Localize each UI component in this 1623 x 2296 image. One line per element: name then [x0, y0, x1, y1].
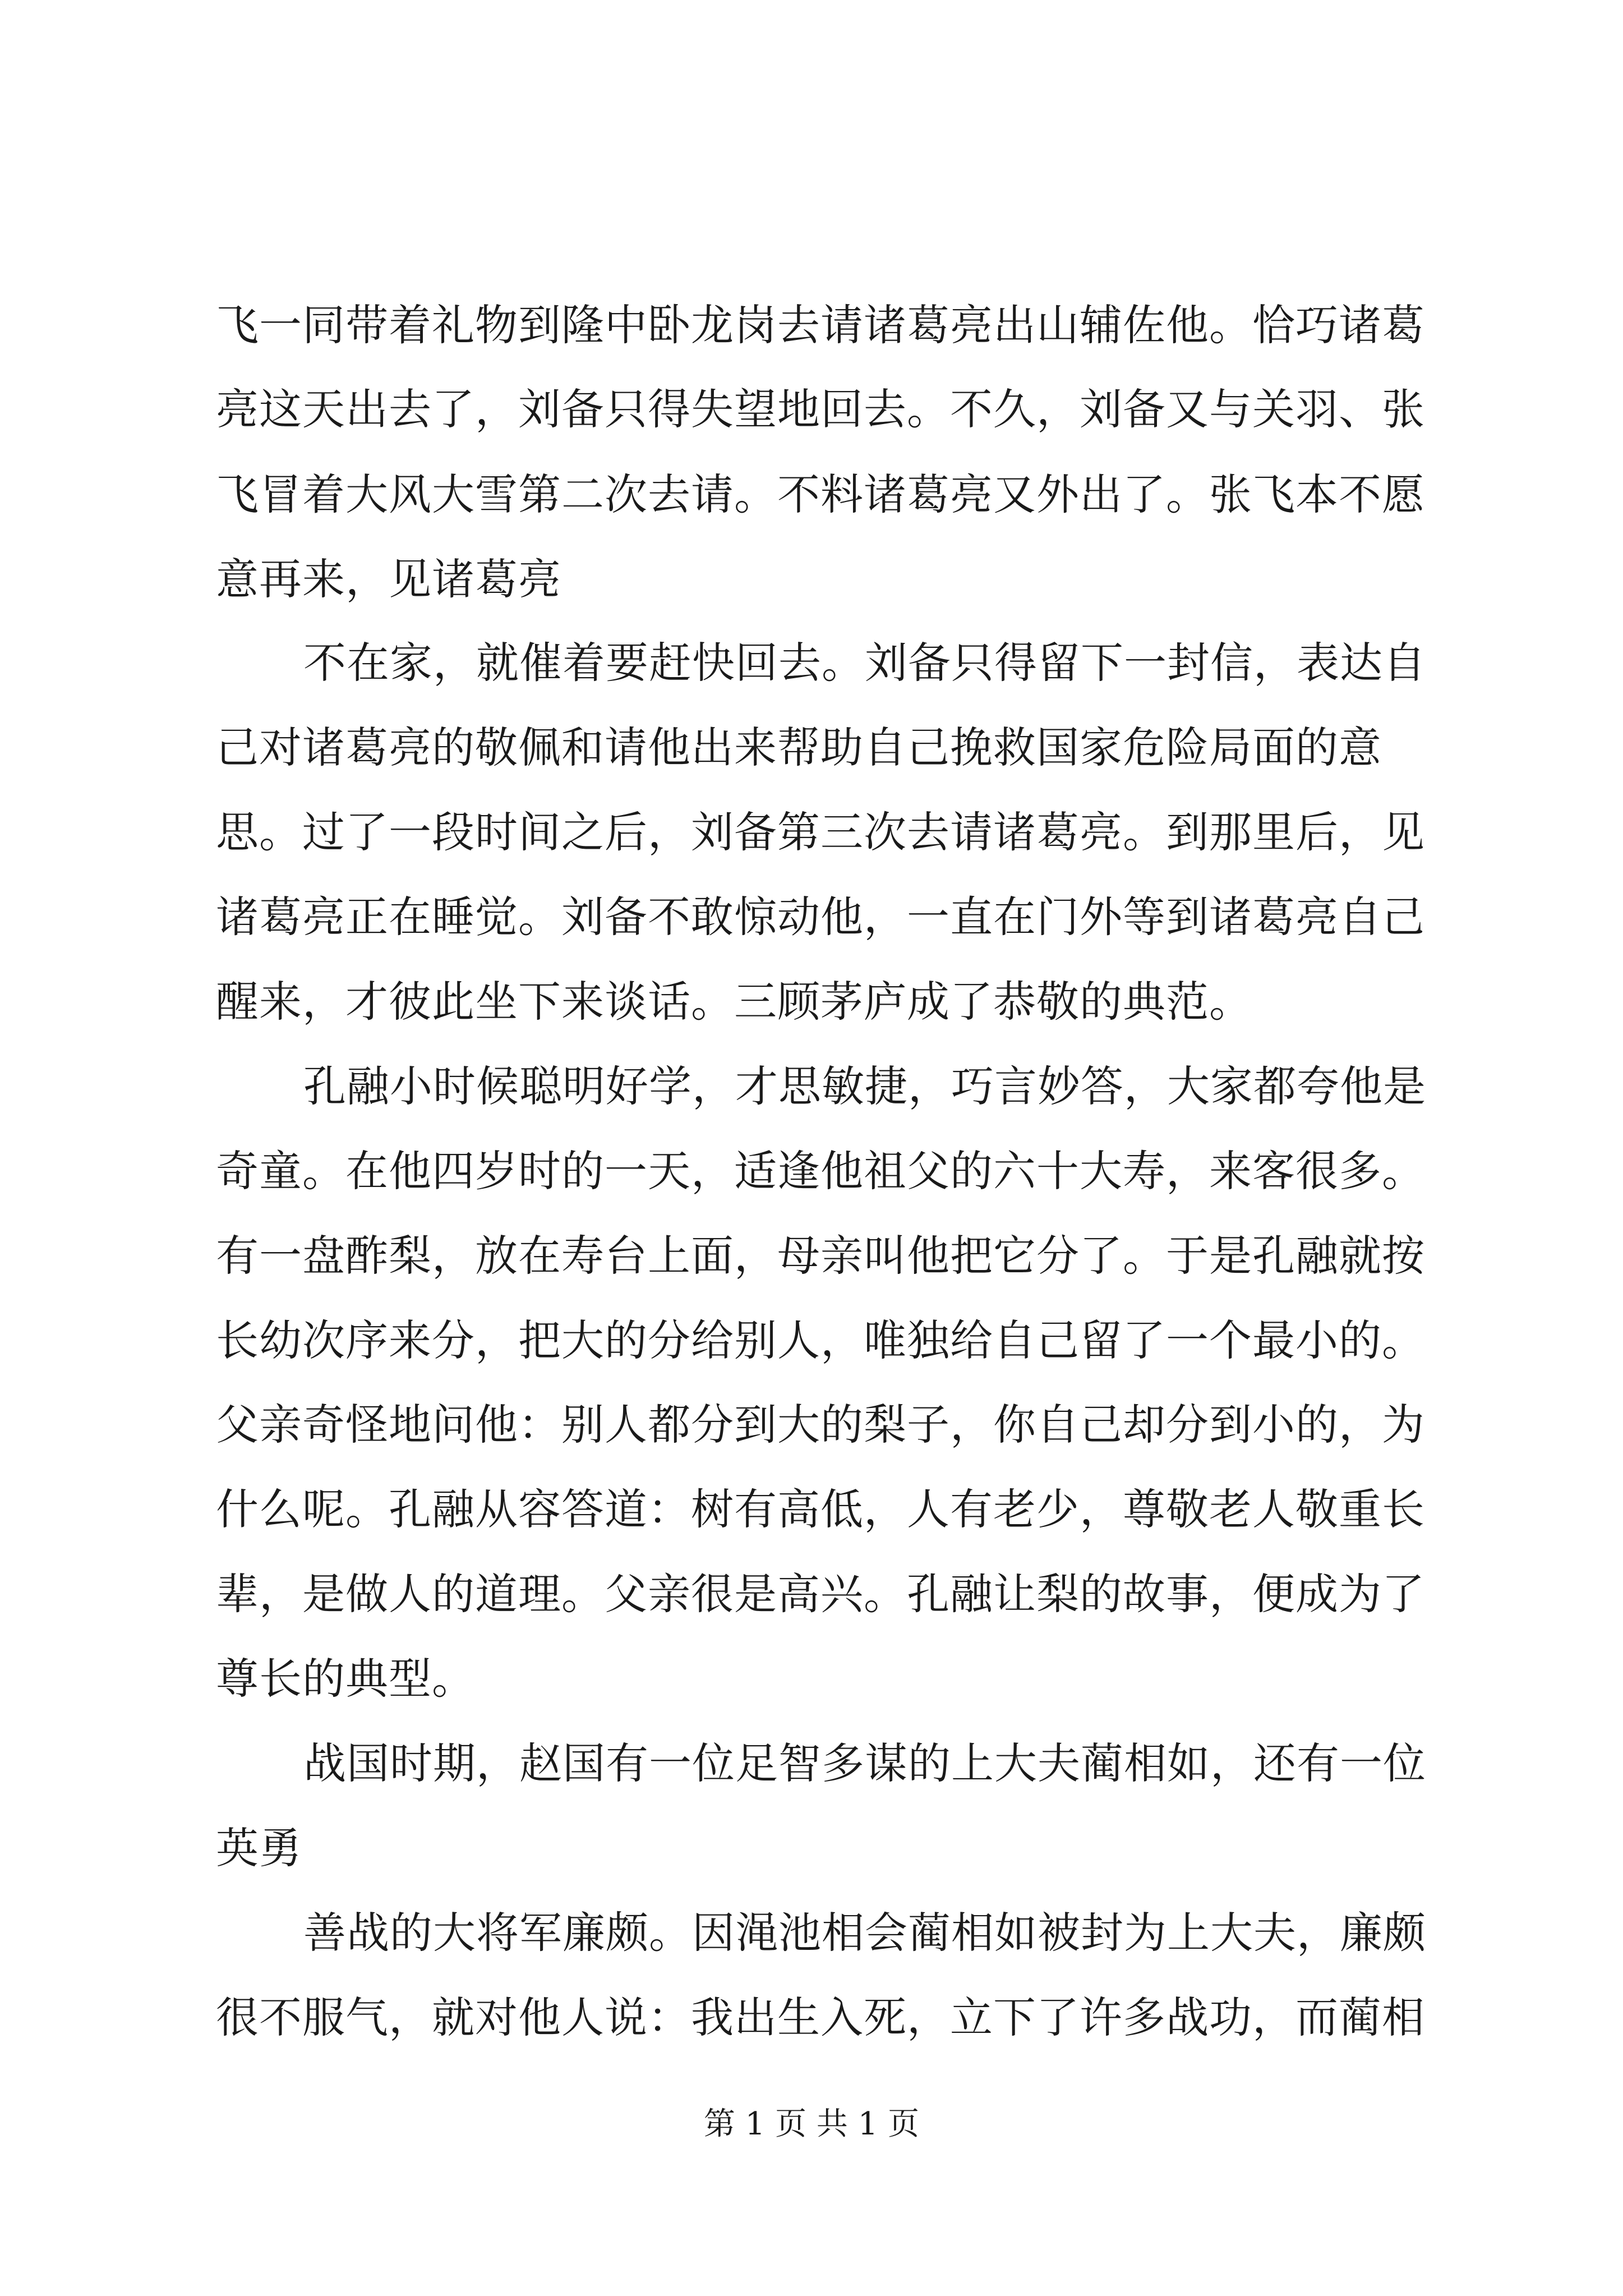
text-line: 父亲奇怪地问他：别人都分到大的梨子，你自己却分到小的，为 — [216, 1400, 1425, 1450]
text-line: 诸葛亮正在睡觉。刘备不敢惊动他，一直在门外等到诸葛亮自己 — [216, 892, 1425, 942]
text-line: 飞一同带着礼物到隆中卧龙岗去请诸葛亮出山辅佐他。恰巧诸葛 — [216, 300, 1425, 350]
text-line: 尊长的典型。 — [216, 1654, 475, 1704]
text-line: 己对诸葛亮的敬佩和请他出来帮助自己挽救国家危险局面的意 — [216, 723, 1382, 772]
text-line: 有一盘酢梨，放在寿台上面，母亲叫他把它分了。于是孔融就按 — [216, 1231, 1425, 1281]
page-number-footer: 第 1 页 共 1 页 — [703, 2106, 920, 2142]
text-line: 善战的大将军廉颇。因渑池相会蔺相如被封为上大夫，廉颇 — [303, 1908, 1426, 1958]
text-line: 英勇 — [216, 1823, 302, 1873]
text-line: 思。过了一段时间之后，刘备第三次去请诸葛亮。到那里后，见 — [216, 807, 1425, 857]
text-line: 战国时期，赵国有一位足智多谋的上大夫蔺相如，还有一位 — [303, 1738, 1426, 1788]
text-line: 孔融小时候聪明好学，才思敏捷，巧言妙答，大家都夸他是 — [303, 1061, 1426, 1111]
text-line: 飞冒着大风大雪第二次去请。不料诸葛亮又外出了。张飞本不愿 — [216, 470, 1425, 519]
text-line: 奇童。在他四岁时的一天，适逢他祖父的六十大寿，来客很多。 — [216, 1146, 1425, 1196]
text-line: 醒来，才彼此坐下来谈话。三顾茅庐成了恭敬的典范。 — [216, 977, 1252, 1027]
text-line: 辈，是做人的道理。父亲很是高兴。孔融让梨的故事，便成为了 — [216, 1569, 1425, 1619]
text-line: 很不服气，就对他人说：我出生入死，立下了许多战功，而蔺相 — [216, 1993, 1425, 2042]
text-line: 不在家，就催着要赶快回去。刘备只得留下一封信，表达自 — [303, 638, 1426, 688]
text-line: 亮这天出去了，刘备只得失望地回去。不久，刘备又与关羽、张 — [216, 384, 1425, 434]
text-line: 意再来，见诸葛亮 — [216, 554, 561, 604]
text-line: 什么呢。孔融从容答道：树有高低，人有老少，尊敬老人敬重长 — [216, 1484, 1425, 1534]
text-line: 长幼次序来分，把大的分给别人，唯独给自己留了一个最小的。 — [216, 1315, 1425, 1365]
